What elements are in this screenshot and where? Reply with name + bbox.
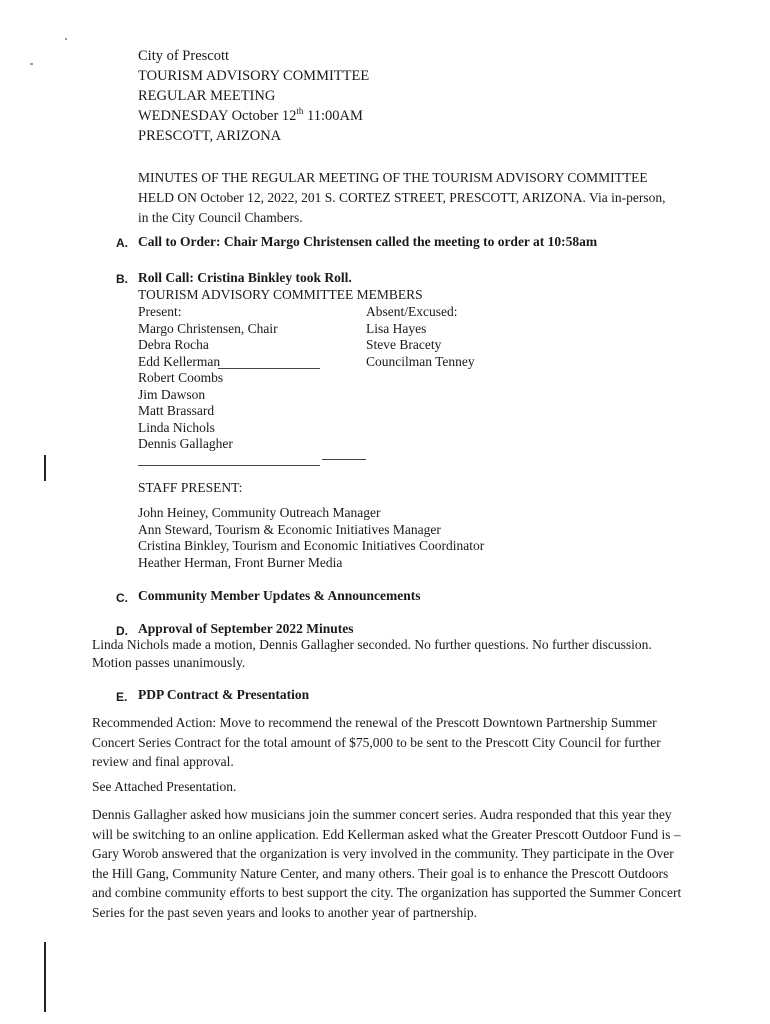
minutes-intro: MINUTES OF THE REGULAR MEETING OF THE TOURISM ADVISORY COMMITTEE HELD ON October 12, 2022, 201 S. CORTEZ STREET, PRESCOTT, ARIZONA. Via in-person, in the City Council Chambers.: [138, 170, 666, 225]
divider-line-short: [322, 459, 366, 460]
city-name: City of Prescott: [138, 48, 230, 64]
member-name: Dennis Gallagher: [138, 436, 233, 451]
member-name: Matt Brassard: [138, 403, 215, 418]
section-b-title: Roll Call: Cristina Binkley took Roll.: [138, 270, 352, 285]
section-e-letter: E.: [116, 690, 128, 704]
member-name: Jim Dawson: [138, 386, 206, 402]
section-b-letter: B.: [116, 272, 128, 286]
present-label: Present:: [138, 304, 182, 319]
see-attached: See Attached Presentation.: [92, 779, 237, 794]
member-name: Robert Coombs: [138, 370, 224, 385]
members-heading: TOURISM ADVISORY COMMITTEE MEMBERS: [138, 287, 423, 302]
scan-speck: [30, 63, 33, 65]
meeting-date: WEDNESDAY October 12th 11:00AM: [138, 106, 363, 124]
divider-line: [138, 465, 320, 466]
meeting-location: PRESCOTT, ARIZONA: [138, 128, 282, 144]
meeting-type: REGULAR MEETING: [138, 88, 276, 104]
section-c-title: Community Member Updates & Announcements: [138, 588, 421, 603]
document-header: [138, 46, 369, 146]
member-name: Margo Christensen, Chair: [138, 320, 278, 336]
committee-name: TOURISM ADVISORY COMMITTEE: [138, 68, 370, 84]
staff-member: John Heiney, Community Outreach Manager: [138, 505, 381, 520]
present-column: [138, 304, 278, 453]
staff-list: [138, 505, 484, 571]
signature-underline: [218, 368, 320, 369]
section-d-body: Linda Nichols made a motion, Dennis Gallagher seconded. No further questions. No further discussion. Motion passes unanimously.: [92, 637, 652, 670]
section-a-title: Call to Order: Chair Margo Christensen called the meeting to order at 10:58am: [138, 234, 598, 249]
scan-mark-left: [44, 455, 46, 481]
member-name: Edd Kellerman: [138, 353, 221, 369]
scan-speck: [65, 38, 67, 40]
discussion-paragraph: Dennis Gallagher asked how musicians join the summer concert series. Audra responded that this year they will be switching to an online application. Edd Kellerman asked what the Greater Prescott Outdoor Fund is – Gary Worob answered that the organization is very involved in the community. They participate in the Over the Hill Gang, Community Nature Center, and many others. Their goal is to enhance the Prescott Outdoors and combine community efforts to best support the city. The organization has supported the Summer Concert Series for the past seven years and looks to another year of partnership.: [92, 807, 682, 920]
absent-column: [366, 304, 475, 370]
section-d-letter: D.: [116, 624, 128, 638]
absent-label: Absent/Excused:: [366, 304, 458, 319]
section-d-title: Approval of September 2022 Minutes: [138, 621, 354, 636]
staff-member: Cristina Binkley, Tourism and Economic Initiatives Coordinator: [138, 538, 485, 553]
scan-mark-left-bottom: [44, 942, 46, 1012]
staff-member: Ann Steward, Tourism & Economic Initiatives Manager: [138, 521, 441, 537]
staff-member: Heather Herman, Front Burner Media: [138, 554, 343, 570]
staff-label: STAFF PRESENT:: [138, 480, 243, 495]
recommended-action: Recommended Action: Move to recommend the renewal of the Prescott Downtown Partnership Summer Concert Series Contract for the total amount of $75,000 to be sent to the Prescott City Council for further review and final approval.: [92, 715, 661, 769]
member-name: Lisa Hayes: [366, 320, 427, 336]
section-c-letter: C.: [116, 591, 128, 605]
member-name: Steve Bracety: [366, 337, 442, 352]
section-a-letter: A.: [116, 236, 128, 250]
member-name: Linda Nichols: [138, 419, 215, 435]
member-name: Debra Rocha: [138, 337, 209, 352]
member-name: Councilman Tenney: [366, 353, 475, 369]
section-e-title: PDP Contract & Presentation: [138, 687, 310, 702]
